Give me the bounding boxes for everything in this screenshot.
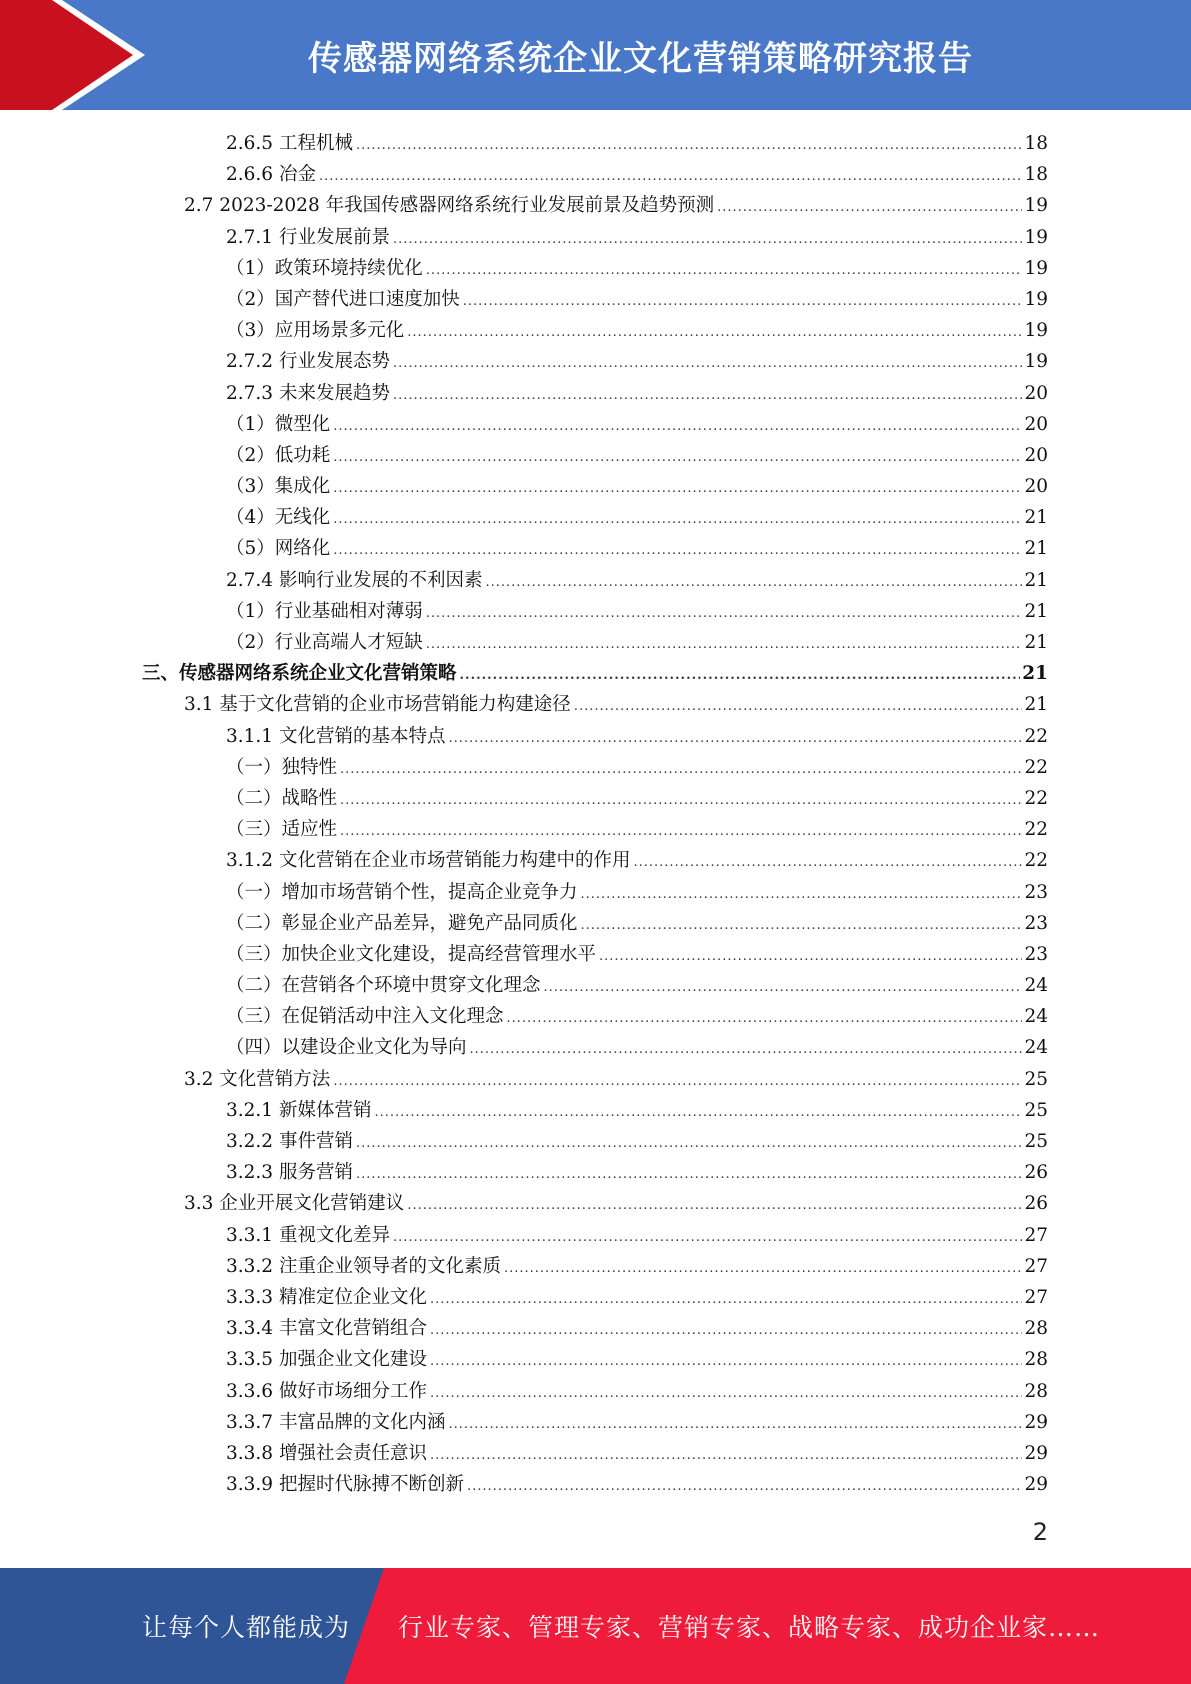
footer-slogan-left: 让每个人都能成为 (142, 1613, 351, 1642)
toc-entry[interactable] (142, 315, 1048, 346)
toc-entry-page: 19 (1024, 195, 1048, 217)
toc-entry-title: 3.2.3 服务营销 (226, 1162, 353, 1184)
toc-leader-dots (426, 629, 1023, 660)
toc-entry[interactable] (142, 533, 1048, 564)
toc-entry-title: 2.6.5 工程机械 (226, 133, 353, 154)
toc-leader-dots (430, 1378, 1022, 1409)
toc-entry-page: 21 (1024, 507, 1048, 529)
toc-entry-title: （三）在促销活动中注入文化理念 (226, 1006, 504, 1028)
toc-entry-title: 3.1 基于文化营销的企业市场营销能力构建途径 (184, 694, 571, 716)
toc-entry[interactable] (142, 502, 1048, 533)
toc-leader-dots (393, 224, 1022, 255)
toc-entry-title: （1）政策环境持续优化 (226, 257, 423, 279)
toc-entry[interactable] (142, 1220, 1048, 1251)
toc-leader-dots (333, 411, 1022, 442)
toc-entry-page: 19 (1024, 351, 1048, 373)
toc-entry-title: 3.3.1 重视文化差异 (226, 1224, 390, 1246)
toc-leader-dots (633, 847, 1022, 878)
toc-entry[interactable] (142, 1469, 1048, 1500)
toc-entry-title: （2）国产替代进口速度加快 (226, 288, 460, 310)
toc-entry[interactable] (142, 877, 1048, 908)
toc-entry[interactable] (142, 845, 1048, 876)
toc-entry[interactable] (142, 190, 1048, 221)
toc-entry[interactable] (142, 159, 1048, 190)
toc-entry-title: 2.6.6 冶金 (226, 164, 316, 186)
toc-entry[interactable] (142, 409, 1048, 440)
toc-entry-page: 18 (1024, 164, 1048, 186)
toc-leader-dots (333, 504, 1022, 535)
toc-entry-title: （三）适应性 (226, 819, 338, 841)
toc-leader-dots (448, 1409, 1022, 1440)
toc-entry-page: 21 (1024, 632, 1048, 653)
toc-entry-page: 26 (1024, 1193, 1048, 1215)
toc-entry-title: （二）在营销各个环境中贯穿文化理念 (226, 975, 541, 997)
toc-entry[interactable] (142, 1282, 1048, 1313)
toc-leader-dots (340, 816, 1022, 847)
toc-entry-title: 3.2 文化营销方法 (184, 1068, 331, 1090)
toc-leader-dots (448, 723, 1022, 754)
toc-entry[interactable] (142, 222, 1048, 253)
toc-entry[interactable] (142, 814, 1048, 845)
toc-entry-page: 20 (1024, 444, 1048, 466)
toc-entry-title: 3.3.9 把握时代脉搏不断创新 (226, 1474, 464, 1496)
toc-entry-title: （3）应用场景多元化 (226, 320, 405, 342)
toc-entry[interactable] (142, 1438, 1048, 1469)
page-number: 2 (1032, 1518, 1048, 1546)
toc-entry-title: （1）微型化 (226, 413, 331, 435)
toc-entry[interactable] (142, 284, 1048, 315)
toc-entry-title: （一）独特性 (226, 756, 338, 778)
toc-leader-dots (340, 785, 1022, 816)
toc-entry[interactable] (142, 1126, 1048, 1157)
toc-entry[interactable] (142, 1032, 1048, 1063)
toc-leader-dots (430, 1440, 1022, 1471)
toc-entry-title: （三）加快企业文化建设，提高经营管理水平 (226, 943, 597, 965)
toc-entry[interactable] (142, 1251, 1048, 1282)
chevron-arrow-icon (0, 0, 160, 110)
footer-banner (0, 1568, 1191, 1684)
toc-leader-dots (430, 1284, 1022, 1315)
toc-entry-page: 21 (1024, 694, 1048, 716)
toc-entry-page: 23 (1024, 912, 1048, 934)
toc-leader-dots (333, 442, 1022, 473)
toc-entry-title: 3.2.1 新媒体营销 (226, 1099, 372, 1121)
toc-entry-title: 2.7.4 影响行业发展的不利因素 (226, 569, 483, 591)
toc-entry-page: 25 (1024, 1068, 1048, 1090)
toc-entry-title: 3.3.5 加强企业文化建设 (226, 1349, 427, 1371)
toc-entry-page: 22 (1024, 756, 1048, 778)
toc-leader-dots (467, 1471, 1022, 1502)
toc-entry-page: 28 (1024, 1380, 1048, 1402)
toc-leader-dots (581, 879, 1023, 910)
toc-entry[interactable] (142, 939, 1048, 970)
toc-entry-page: 22 (1024, 850, 1048, 872)
toc-entry-page: 27 (1024, 1224, 1048, 1246)
toc-entry-page: 28 (1024, 1349, 1048, 1371)
toc-entry-title: 3.3.3 精准定位企业文化 (226, 1286, 427, 1308)
toc-entry-page: 29 (1024, 1474, 1048, 1496)
toc-entry[interactable] (142, 128, 1048, 159)
toc-leader-dots (340, 754, 1022, 785)
toc-entry-page: 18 (1024, 133, 1048, 154)
toc-entry[interactable] (142, 908, 1048, 939)
toc-entry[interactable] (142, 689, 1048, 720)
toc-entry[interactable] (142, 1376, 1048, 1407)
toc-entry-page: 20 (1024, 476, 1048, 498)
toc-entry-page: 21 (1022, 663, 1048, 685)
toc-entry[interactable] (142, 1344, 1048, 1375)
toc-entry-page: 24 (1024, 1006, 1048, 1028)
toc-entry-title: 3.3.6 做好市场细分工作 (226, 1380, 427, 1402)
toc-entry-title: 3.3.7 丰富品牌的文化内涵 (226, 1411, 446, 1433)
toc-entry[interactable] (142, 721, 1048, 752)
toc-entry-title: （四）以建设企业文化为导向 (226, 1037, 467, 1059)
toc-entry[interactable] (142, 1095, 1048, 1126)
toc-leader-dots (393, 348, 1022, 379)
toc-entry[interactable] (142, 1407, 1048, 1438)
toc-leader-dots (507, 1003, 1023, 1034)
toc-entry-title: （2）行业高端人才短缺 (226, 632, 423, 653)
toc-entry[interactable] (142, 1313, 1048, 1344)
toc-leader-dots (463, 286, 1023, 317)
toc-entry-title: 3.3.2 注重企业领导者的文化素质 (226, 1255, 501, 1277)
toc-leader-dots (460, 660, 1021, 691)
toc-entry-title: 2.7.2 行业发展态势 (226, 351, 390, 373)
toc-entry[interactable] (142, 565, 1048, 596)
toc-entry-page: 19 (1024, 257, 1048, 279)
toc-leader-dots (426, 598, 1023, 629)
toc-entry-page: 19 (1024, 226, 1048, 248)
footer-slogan-right: 行业专家、管理专家、营销专家、战略专家、成功企业家…… (398, 1613, 1101, 1642)
toc-leader-dots (356, 1159, 1023, 1190)
toc-leader-dots (430, 1315, 1022, 1346)
toc-leader-dots (485, 567, 1022, 598)
toc-leader-dots (544, 972, 1023, 1003)
toc-entry-page: 20 (1024, 382, 1048, 404)
toc-entry-title: （二）彰显企业产品差异，避免产品同质化 (226, 912, 578, 934)
toc-entry[interactable] (142, 378, 1048, 409)
header-banner (0, 0, 1191, 110)
toc-entry-page: 28 (1024, 1318, 1048, 1340)
toc-entry-title: 3.3.4 丰富文化营销组合 (226, 1318, 427, 1340)
toc-entry[interactable] (142, 1064, 1048, 1095)
toc-entry-page: 21 (1024, 538, 1048, 560)
toc-entry-title: 三、传感器网络系统企业文化营销策略 (142, 663, 457, 685)
toc-entry[interactable] (142, 253, 1048, 284)
toc-entry-title: 3.1.1 文化营销的基本特点 (226, 725, 446, 747)
toc-entry[interactable] (142, 471, 1048, 502)
toc-entry-page: 19 (1024, 320, 1048, 342)
toc-entry-title: 2.7 2023-2028 年我国传感器网络系统行业发展前景及趋势预测 (184, 195, 715, 217)
report-title: 传感器网络系统企业文化营销策略研究报告 (308, 38, 973, 79)
toc-entry-page: 20 (1024, 413, 1048, 435)
toc-entry-title: 2.7.1 行业发展前景 (226, 226, 390, 248)
toc-entry-page: 27 (1024, 1255, 1048, 1277)
toc-leader-dots (574, 691, 1023, 722)
toc-leader-dots (504, 1253, 1022, 1284)
toc-entry-title: 2.7.3 未来发展趋势 (226, 382, 390, 404)
toc-entry-page: 25 (1024, 1131, 1048, 1152)
toc-entry-page: 29 (1024, 1442, 1048, 1464)
toc-leader-dots (333, 473, 1022, 504)
toc-entry[interactable] (142, 346, 1048, 377)
toc-entry[interactable] (142, 627, 1048, 658)
toc-leader-dots (470, 1034, 1023, 1065)
toc-entry-title: （5）网络化 (226, 538, 331, 560)
toc-entry-title: （2）低功耗 (226, 444, 331, 466)
table-of-contents (142, 128, 1048, 1500)
toc-entry[interactable] (142, 440, 1048, 471)
toc-entry-page: 21 (1024, 600, 1048, 622)
toc-entry[interactable] (142, 752, 1048, 783)
toc-entry-title: 3.2.2 事件营销 (226, 1131, 353, 1152)
toc-entry[interactable] (142, 596, 1048, 627)
toc-entry-title: （二）战略性 (226, 787, 338, 809)
toc-leader-dots (319, 161, 1023, 192)
toc-entry-page: 24 (1024, 1037, 1048, 1059)
toc-entry-title: 3.3 企业开展文化营销建议 (184, 1193, 405, 1215)
toc-leader-dots (333, 1066, 1022, 1097)
toc-leader-dots (430, 1346, 1022, 1377)
toc-entry-page: 24 (1024, 975, 1048, 997)
toc-entry-title: （3）集成化 (226, 476, 331, 498)
toc-leader-dots (426, 255, 1023, 286)
toc-entry[interactable] (142, 658, 1048, 689)
toc-entry-title: 3.3.8 增强社会责任意识 (226, 1442, 427, 1464)
toc-entry-title: （4）无线化 (226, 507, 331, 529)
toc-entry[interactable] (142, 1188, 1048, 1219)
toc-entry-page: 19 (1024, 288, 1048, 310)
toc-entry-page: 22 (1024, 725, 1048, 747)
toc-entry-page: 25 (1024, 1099, 1048, 1121)
toc-leader-dots (356, 130, 1023, 161)
toc-entry[interactable] (142, 783, 1048, 814)
toc-entry[interactable] (142, 970, 1048, 1001)
toc-entry-page: 27 (1024, 1286, 1048, 1308)
toc-leader-dots (356, 1128, 1023, 1159)
toc-leader-dots (407, 1190, 1022, 1221)
toc-leader-dots (599, 941, 1022, 972)
toc-entry-title: （1）行业基础相对薄弱 (226, 600, 423, 622)
toc-entry-page: 21 (1024, 569, 1048, 591)
toc-entry[interactable] (142, 1001, 1048, 1032)
toc-entry-page: 26 (1024, 1162, 1048, 1184)
toc-entry-title: 3.1.2 文化营销在企业市场营销能力构建中的作用 (226, 850, 631, 872)
toc-leader-dots (393, 380, 1022, 411)
toc-entry-page: 23 (1024, 881, 1048, 903)
toc-leader-dots (374, 1097, 1022, 1128)
toc-entry-title: （一）增加市场营销个性，提高企业竞争力 (226, 881, 578, 903)
toc-entry-page: 22 (1024, 819, 1048, 841)
toc-entry-page: 23 (1024, 943, 1048, 965)
toc-entry[interactable] (142, 1157, 1048, 1188)
toc-leader-dots (717, 192, 1022, 223)
toc-leader-dots (581, 910, 1023, 941)
toc-leader-dots (333, 535, 1022, 566)
toc-leader-dots (393, 1222, 1022, 1253)
toc-leader-dots (407, 317, 1022, 348)
toc-entry-page: 22 (1024, 787, 1048, 809)
toc-entry-page: 29 (1024, 1411, 1048, 1433)
